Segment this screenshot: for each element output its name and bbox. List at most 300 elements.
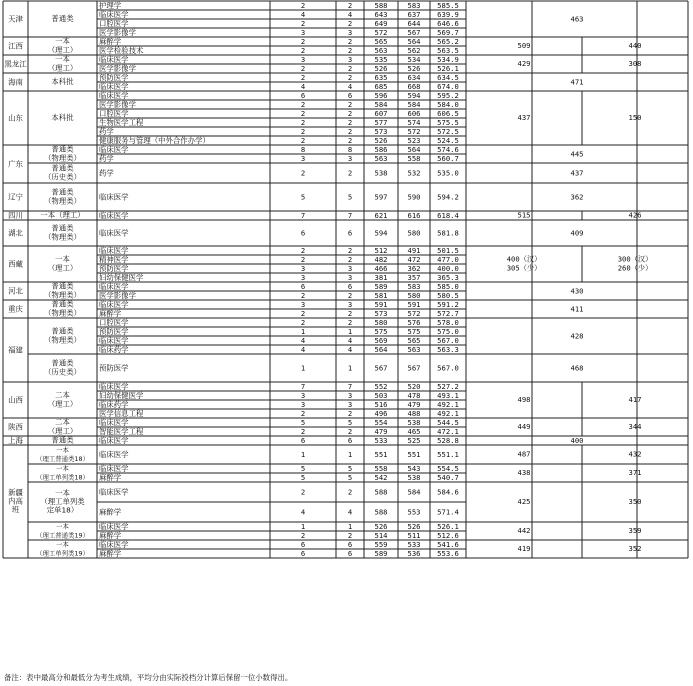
major-name: 药学 xyxy=(99,153,114,163)
plan-count: 6 xyxy=(300,435,306,445)
avg-score: 541.6 xyxy=(437,539,459,549)
min-score: 574 xyxy=(407,117,421,127)
major-name: 临床医学 xyxy=(99,9,129,19)
avg-score: 526.1 xyxy=(437,521,459,531)
min-score: 520 xyxy=(407,381,421,391)
plan-count: 3 xyxy=(300,272,306,282)
plan-count: 3 xyxy=(300,54,306,64)
major-name: 口腔医学 xyxy=(99,317,129,327)
plan-count: 4 xyxy=(300,507,306,517)
batch-name: 普通类 xyxy=(51,281,74,291)
batch-name: （理工） xyxy=(47,263,78,273)
max-score: 594 xyxy=(374,228,388,238)
admitted-count: 3 xyxy=(347,390,353,400)
max-score: 649 xyxy=(374,18,388,28)
min-score: 488 xyxy=(407,408,421,418)
plan-count: 2 xyxy=(300,317,306,327)
admitted-count: 3 xyxy=(347,153,353,163)
batch-name: 普通类 xyxy=(51,435,74,445)
plan-count: 5 xyxy=(300,417,306,427)
avg-score: 365.3 xyxy=(437,272,459,282)
max-score: 581 xyxy=(374,290,388,300)
max-score: 596 xyxy=(374,90,388,100)
max-score: 580 xyxy=(374,317,388,327)
control-line-first-batch: 305（少） xyxy=(506,263,542,273)
min-score: 538 xyxy=(407,472,421,482)
avg-score: 595.2 xyxy=(437,90,459,100)
major-name: 精神医学 xyxy=(99,254,129,264)
batch-name: 一本 xyxy=(55,488,70,498)
max-score: 381 xyxy=(374,272,388,282)
avg-score: 501.5 xyxy=(437,245,459,255)
max-score: 503 xyxy=(374,390,388,400)
admitted-count: 1 xyxy=(347,449,353,459)
control-line-second-batch: 300（汉） xyxy=(617,254,653,264)
batch-name: 普通类 xyxy=(51,326,74,336)
plan-count: 4 xyxy=(300,344,306,354)
batch-name: 普通类 xyxy=(51,358,74,368)
batch-name: 普通类 xyxy=(51,144,74,154)
avg-score: 567.0 xyxy=(437,363,459,373)
avg-score: 567.0 xyxy=(437,335,459,345)
control-line-score: 430 xyxy=(570,286,584,296)
major-name: 临床药学 xyxy=(99,399,129,409)
min-score: 616 xyxy=(407,210,421,220)
avg-score: 477.0 xyxy=(437,254,459,264)
admitted-count: 6 xyxy=(347,539,353,549)
min-score: 526 xyxy=(407,521,421,531)
control-line-second-batch: 150 xyxy=(628,113,642,122)
control-line-score: 362 xyxy=(570,192,584,202)
min-score: 536 xyxy=(407,548,421,558)
batch-name: 定单18） xyxy=(46,505,79,515)
major-name: 麻醉学 xyxy=(99,472,122,482)
min-score: 590 xyxy=(407,192,421,202)
major-name: 临床药学 xyxy=(99,344,129,354)
plan-count: 6 xyxy=(300,90,306,100)
min-score: 538 xyxy=(407,417,421,427)
admitted-count: 2 xyxy=(347,18,353,28)
major-name: 临床医学 xyxy=(99,54,129,64)
major-name: 麻醉学 xyxy=(99,530,122,540)
min-score: 563 xyxy=(407,344,421,354)
max-score: 577 xyxy=(374,117,388,127)
batch-name: （物理类） xyxy=(44,335,81,345)
major-name: 妇幼保健医学 xyxy=(99,272,144,282)
control-line-second-batch: 350 xyxy=(628,497,642,506)
major-name: 临床医学 xyxy=(99,449,129,459)
plan-count: 2 xyxy=(300,308,306,318)
major-name: 医学检验技术 xyxy=(99,45,144,55)
batch-name: （物理类） xyxy=(44,153,81,163)
avg-score: 569.7 xyxy=(437,27,459,37)
major-name: 临床医学 xyxy=(99,487,129,497)
admitted-count: 2 xyxy=(347,126,353,136)
max-score: 533 xyxy=(374,435,388,445)
max-score: 551 xyxy=(374,449,388,459)
min-score: 606 xyxy=(407,108,421,118)
batch-name: 普通类 xyxy=(51,299,74,309)
avg-score: 472.1 xyxy=(437,426,459,436)
batch-name: （理工普通类18） xyxy=(36,454,89,463)
admitted-count: 4 xyxy=(347,344,353,354)
major-name: 临床医学 xyxy=(99,144,129,154)
avg-score: 565.2 xyxy=(437,36,459,46)
avg-score: 493.1 xyxy=(437,390,459,400)
min-score: 580 xyxy=(407,290,421,300)
major-name: 预防医学 xyxy=(99,363,129,373)
plan-count: 2 xyxy=(300,530,306,540)
plan-count: 3 xyxy=(300,153,306,163)
min-score: 532 xyxy=(407,168,421,178)
major-name: 医学影像学 xyxy=(99,99,136,109)
major-name: 临床医学 xyxy=(99,539,129,549)
plan-count: 2 xyxy=(300,254,306,264)
avg-score: 554.5 xyxy=(437,463,459,473)
admitted-count: 2 xyxy=(347,290,353,300)
max-score: 535 xyxy=(374,54,388,64)
control-line-second-batch: 308 xyxy=(628,59,642,68)
plan-count: 2 xyxy=(300,426,306,436)
control-line-score: 471 xyxy=(570,77,584,87)
admitted-count: 2 xyxy=(347,108,353,118)
min-score: 572 xyxy=(407,308,421,318)
batch-name: 普通类 xyxy=(51,163,74,173)
major-name: 预防医学 xyxy=(99,72,129,82)
major-name: 护理学 xyxy=(99,0,122,10)
plan-count: 2 xyxy=(300,168,306,178)
province-name: 福建 xyxy=(8,345,23,355)
min-score: 491 xyxy=(407,245,421,255)
max-score: 558 xyxy=(374,463,388,473)
max-score: 591 xyxy=(374,299,388,309)
min-score: 564 xyxy=(407,36,421,46)
avg-score: 572.7 xyxy=(437,308,459,318)
admitted-count: 4 xyxy=(347,507,353,517)
admitted-count: 1 xyxy=(347,326,353,336)
major-name: 口腔医学 xyxy=(99,18,129,28)
min-score: 562 xyxy=(407,45,421,55)
avg-score: 581.8 xyxy=(437,228,459,238)
batch-name: （历史类） xyxy=(44,172,81,182)
avg-score: 606.5 xyxy=(437,108,459,118)
avg-score: 594.2 xyxy=(437,192,459,202)
avg-score: 553.6 xyxy=(437,548,459,558)
province-name: 黑龙江 xyxy=(4,59,27,69)
avg-score: 544.5 xyxy=(437,417,459,427)
max-score: 573 xyxy=(374,308,388,318)
min-score: 472 xyxy=(407,254,421,264)
admitted-count: 3 xyxy=(347,54,353,64)
control-line-score: 468 xyxy=(570,363,584,373)
batch-name: （理工） xyxy=(47,399,78,409)
avg-score: 563.5 xyxy=(437,45,459,55)
admitted-count: 5 xyxy=(347,463,353,473)
plan-count: 4 xyxy=(300,9,306,19)
plan-count: 7 xyxy=(300,210,306,220)
plan-count: 2 xyxy=(300,72,306,82)
batch-name: 普通类 xyxy=(51,14,74,23)
min-score: 558 xyxy=(407,153,421,163)
plan-count: 8 xyxy=(300,144,306,154)
batch-name: 一本 xyxy=(56,540,69,549)
control-line-second-batch: 260（少） xyxy=(617,263,653,273)
avg-score: 618.4 xyxy=(437,210,459,220)
min-score: 511 xyxy=(407,530,421,540)
batch-name: （理工） xyxy=(47,45,78,55)
max-score: 569 xyxy=(374,335,388,345)
plan-count: 5 xyxy=(300,463,306,473)
major-name: 健康服务与管理（中外合作办学） xyxy=(99,135,210,145)
major-name: 临床医学 xyxy=(99,281,129,291)
major-name: 临床医学 xyxy=(99,463,129,473)
plan-count: 2 xyxy=(300,135,306,145)
major-name: 临床医学 xyxy=(99,245,129,255)
min-score: 534 xyxy=(407,54,421,64)
avg-score: 540.7 xyxy=(437,472,459,482)
admitted-count: 7 xyxy=(347,381,353,391)
major-name: 临床医学 xyxy=(99,90,129,100)
avg-score: 526.1 xyxy=(437,63,459,73)
major-name: 麻醉学 xyxy=(99,548,122,558)
batch-name: （理工单列类 xyxy=(40,497,85,506)
plan-count: 4 xyxy=(300,335,306,345)
min-score: 576 xyxy=(407,317,421,327)
batch-name: 普通类 xyxy=(51,223,74,233)
max-score: 565 xyxy=(374,36,388,46)
admitted-count: 2 xyxy=(347,530,353,540)
major-name: 临床医学 xyxy=(99,81,129,91)
control-line-first-batch: 442 xyxy=(517,526,531,535)
plan-count: 2 xyxy=(300,126,306,136)
major-name: 临床医学 xyxy=(99,381,129,391)
min-score: 580 xyxy=(407,228,421,238)
min-score: 637 xyxy=(407,9,421,19)
control-line-first-batch: 487 xyxy=(517,449,531,459)
max-score: 572 xyxy=(374,27,388,37)
min-score: 543 xyxy=(407,463,421,473)
control-line-score: 428 xyxy=(570,331,584,341)
major-name: 生物医学工程 xyxy=(99,117,144,127)
max-score: 526 xyxy=(374,521,388,531)
major-name: 麻醉学 xyxy=(99,507,122,517)
avg-score: 492.1 xyxy=(437,399,459,409)
admitted-count: 6 xyxy=(347,548,353,558)
control-line-second-batch: 359 xyxy=(628,526,642,535)
major-name: 医学信息工程 xyxy=(99,408,144,418)
major-name: 临床医学 xyxy=(99,417,129,427)
plan-count: 2 xyxy=(300,99,306,109)
min-score: 465 xyxy=(407,426,421,436)
max-score: 573 xyxy=(374,126,388,136)
control-line-first-batch: 509 xyxy=(517,41,531,50)
batch-name: 一本 xyxy=(56,464,69,473)
control-line-second-batch: 440 xyxy=(628,41,642,50)
max-score: 685 xyxy=(374,81,388,91)
admitted-count: 1 xyxy=(347,521,353,531)
max-score: 552 xyxy=(374,381,388,391)
admitted-count: 2 xyxy=(347,0,353,10)
plan-count: 2 xyxy=(300,408,306,418)
avg-score: 571.4 xyxy=(437,507,459,517)
avg-score: 584.0 xyxy=(437,99,459,109)
major-name: 临床医学 xyxy=(99,435,129,445)
admitted-count: 2 xyxy=(347,487,353,497)
batch-name: 本科批 xyxy=(51,77,74,86)
admitted-count: 6 xyxy=(347,90,353,100)
batch-name: （物理类） xyxy=(44,290,81,300)
batch-name: （理工） xyxy=(47,63,78,73)
min-score: 567 xyxy=(407,363,421,373)
control-line-second-batch: 371 xyxy=(628,468,642,477)
admitted-count: 2 xyxy=(347,168,353,178)
plan-count: 1 xyxy=(300,326,306,336)
control-line-second-batch: 344 xyxy=(628,422,642,431)
max-score: 538 xyxy=(374,168,388,178)
control-line-first-batch: 425 xyxy=(517,497,531,506)
plan-count: 2 xyxy=(300,18,306,28)
min-score: 583 xyxy=(407,0,421,10)
admitted-count: 1 xyxy=(347,363,353,373)
batch-name: 二本 xyxy=(55,390,70,400)
admitted-count: 5 xyxy=(347,192,353,202)
max-score: 588 xyxy=(374,0,388,10)
admitted-count: 2 xyxy=(347,135,353,145)
plan-count: 3 xyxy=(300,299,306,309)
province-name: 上海 xyxy=(8,435,23,445)
admitted-count: 5 xyxy=(347,472,353,482)
max-score: 526 xyxy=(374,135,388,145)
avg-score: 512.6 xyxy=(437,530,459,540)
max-score: 597 xyxy=(374,192,388,202)
batch-name: （理工单列类18） xyxy=(36,473,89,482)
avg-score: 591.2 xyxy=(437,299,459,309)
max-score: 496 xyxy=(374,408,388,418)
admitted-count: 2 xyxy=(347,245,353,255)
max-score: 589 xyxy=(374,548,388,558)
plan-count: 3 xyxy=(300,399,306,409)
major-name: 临床医学 xyxy=(99,299,129,309)
major-name: 医学影像学 xyxy=(99,27,136,37)
max-score: 567 xyxy=(374,363,388,373)
major-name: 临床医学 xyxy=(99,521,129,531)
max-score: 621 xyxy=(374,210,388,220)
province-name: 辽宁 xyxy=(8,192,23,202)
max-score: 575 xyxy=(374,326,388,336)
major-name: 预防医学 xyxy=(99,326,129,336)
max-score: 526 xyxy=(374,63,388,73)
batch-name: 一本 xyxy=(55,54,70,64)
batch-name: （理工普通类19） xyxy=(36,531,89,540)
min-score: 584 xyxy=(407,487,421,497)
plan-count: 3 xyxy=(300,27,306,37)
major-name: 药学 xyxy=(99,168,114,178)
max-score: 559 xyxy=(374,539,388,549)
control-line-first-batch: 419 xyxy=(517,544,531,553)
control-line-second-batch: 426 xyxy=(628,210,642,220)
admitted-count: 3 xyxy=(347,399,353,409)
admitted-count: 2 xyxy=(347,63,353,73)
avg-score: 400.0 xyxy=(437,263,459,273)
control-line-first-batch: 498 xyxy=(517,395,531,404)
batch-name: （理工） xyxy=(47,426,78,436)
major-name: 临床医学 xyxy=(99,335,129,345)
control-line-score: 409 xyxy=(570,228,584,238)
admitted-count: 2 xyxy=(347,426,353,436)
control-line-second-batch: 432 xyxy=(628,449,642,459)
plan-count: 5 xyxy=(300,472,306,482)
min-score: 523 xyxy=(407,135,421,145)
province-name: 重庆 xyxy=(8,304,23,314)
batch-name: 一本 xyxy=(55,254,70,264)
plan-count: 2 xyxy=(300,487,306,497)
min-score: 525 xyxy=(407,435,421,445)
avg-score: 560.7 xyxy=(437,153,459,163)
min-score: 564 xyxy=(407,144,421,154)
province-name: 四川 xyxy=(8,210,23,220)
admitted-count: 2 xyxy=(347,317,353,327)
control-line-first-batch: 400（汉） xyxy=(506,254,542,264)
max-score: 589 xyxy=(374,281,388,291)
avg-score: 527.2 xyxy=(437,381,459,391)
province-name: 天津 xyxy=(8,14,23,24)
avg-score: 634.5 xyxy=(437,72,459,82)
admitted-count: 4 xyxy=(347,335,353,345)
admitted-count: 2 xyxy=(347,36,353,46)
province-name: 海南 xyxy=(8,77,23,87)
avg-score: 646.6 xyxy=(437,18,459,28)
major-name: 麻醉学 xyxy=(99,36,122,46)
avg-score: 674.0 xyxy=(437,81,459,91)
major-name: 智能医学工程 xyxy=(99,426,144,436)
min-score: 575 xyxy=(407,326,421,336)
major-name: 医学影像学 xyxy=(99,63,136,73)
max-score: 554 xyxy=(374,417,388,427)
province-name: 新疆 xyxy=(8,487,23,497)
admitted-count: 2 xyxy=(347,99,353,109)
control-line-second-batch: 352 xyxy=(628,544,642,553)
min-score: 594 xyxy=(407,90,421,100)
plan-count: 2 xyxy=(300,63,306,73)
admitted-count: 6 xyxy=(347,281,353,291)
admitted-count: 2 xyxy=(347,308,353,318)
plan-count: 1 xyxy=(300,521,306,531)
min-score: 634 xyxy=(407,72,421,82)
min-score: 644 xyxy=(407,18,421,28)
min-score: 591 xyxy=(407,299,421,309)
control-line-first-batch: 438 xyxy=(517,468,531,477)
avg-score: 575.0 xyxy=(437,326,459,336)
province-name: 班 xyxy=(11,505,20,515)
province-name: 河北 xyxy=(8,286,23,296)
min-score: 572 xyxy=(407,126,421,136)
avg-score: 585.5 xyxy=(437,0,459,10)
batch-name: 二本 xyxy=(55,417,70,427)
batch-name: （物理类） xyxy=(44,196,81,206)
major-name: 临床医学 xyxy=(99,192,129,202)
min-score: 357 xyxy=(407,272,421,282)
plan-count: 2 xyxy=(300,0,306,10)
major-name: 口腔医学 xyxy=(99,108,129,118)
avg-score: 574.6 xyxy=(437,144,459,154)
admitted-count: 2 xyxy=(347,45,353,55)
max-score: 466 xyxy=(374,263,388,273)
admitted-count: 8 xyxy=(347,144,353,154)
batch-name: （物理类） xyxy=(44,232,81,242)
plan-count: 2 xyxy=(300,45,306,55)
max-score: 588 xyxy=(374,487,388,497)
batch-name: 普通类 xyxy=(51,187,74,197)
